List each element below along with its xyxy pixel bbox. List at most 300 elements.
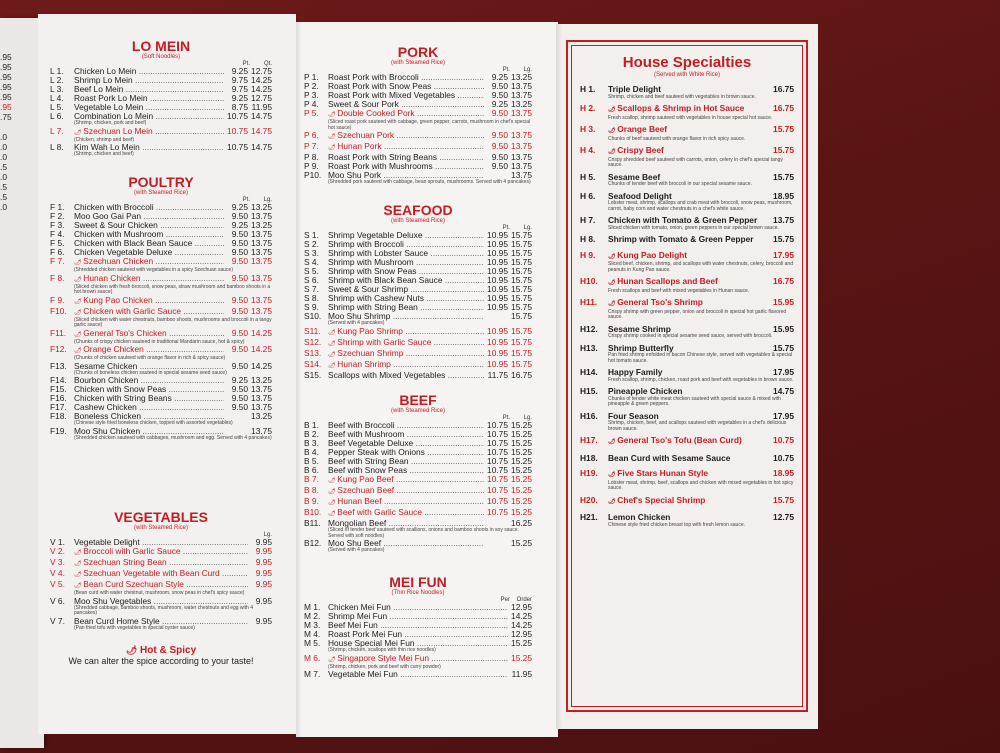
section-subtitle: (with Steamed Rice) bbox=[390, 218, 446, 224]
item-code: H16. bbox=[580, 410, 598, 421]
item-name: Shrimp with Mushroom ..... bbox=[328, 258, 484, 267]
menu-item bbox=[304, 603, 532, 612]
chili-pepper-icon: 🌶 bbox=[74, 561, 84, 567]
fold-shadow bbox=[556, 24, 562, 729]
item-code: V 1. bbox=[50, 537, 65, 547]
price-large: 13.75 bbox=[251, 256, 272, 266]
price-small: 10.75 bbox=[487, 447, 508, 457]
item-name: Beef Lo Mein ..... bbox=[74, 85, 224, 94]
item-name: Roast Pork with Mushrooms ..... bbox=[328, 162, 484, 171]
price: 12.75 bbox=[773, 512, 794, 522]
edge-price: .5 bbox=[0, 192, 7, 202]
price-small: 9.25 bbox=[231, 220, 248, 230]
item-name: Sweet & Sour Shrimp ..... bbox=[328, 285, 484, 294]
item-code: F10. bbox=[50, 305, 67, 316]
chili-pepper-icon: 🌶 bbox=[608, 107, 618, 113]
chili-pepper-icon: 🌶 bbox=[328, 362, 338, 369]
item-name: Vegetable Lo Mein ..... bbox=[74, 103, 224, 112]
menu-item bbox=[50, 345, 272, 356]
item-code: V 4. bbox=[50, 568, 65, 578]
section-subtitle: (with Steamed Rice) bbox=[390, 408, 446, 414]
item-name: Happy Family bbox=[608, 368, 663, 377]
menu-item bbox=[304, 109, 532, 120]
edge-price: .95 bbox=[0, 102, 12, 112]
item-name: 🌶 Five Stars Hunan Style bbox=[608, 469, 709, 478]
chili-pepper-icon: 🌶 bbox=[328, 500, 338, 506]
item-name: Mongolian Beef ..... bbox=[328, 519, 484, 528]
section-title: LO MEIN bbox=[131, 38, 191, 54]
menu-item bbox=[304, 639, 532, 648]
price-large: 13.25 bbox=[251, 411, 272, 421]
item-name: Moo Shu Vegetables ..... bbox=[74, 597, 248, 606]
price-small: 9.50 bbox=[231, 272, 248, 283]
item-name: Pineapple Chicken bbox=[608, 387, 683, 396]
menu-item bbox=[50, 547, 272, 558]
item-code: P10. bbox=[304, 170, 322, 180]
item-description: (Chunks of chicken sauteed with orange flavor in rich & spicy sauce) bbox=[74, 355, 226, 361]
item-name: 🌶 Kung Pao Beef ..... bbox=[328, 475, 484, 486]
item-description: Crispy shrimp with green pepper, onion and broccoli in special hot garlic flavored sauce. bbox=[608, 308, 787, 320]
item-name: Vegetable Mei Fun ..... bbox=[328, 670, 508, 679]
menu-item bbox=[304, 162, 532, 171]
item-name: Chicken with Snow Peas ..... bbox=[74, 385, 224, 394]
item-name: Cashew Chicken ..... bbox=[74, 403, 224, 412]
item-list bbox=[304, 421, 532, 554]
item-name: Scallops with Mixed Vegetables ..... bbox=[328, 371, 484, 380]
menu-item bbox=[50, 329, 272, 340]
item-code: M 1. bbox=[304, 602, 321, 612]
item-code: P 3. bbox=[304, 90, 319, 100]
item-code: H18. bbox=[580, 452, 598, 463]
menu-item bbox=[50, 412, 272, 421]
chili-pepper-icon: 🌶 bbox=[608, 498, 618, 505]
item-code: H14. bbox=[580, 367, 598, 377]
column-headers: Pt. Lg. bbox=[502, 415, 532, 421]
item-code: P 6. bbox=[304, 130, 319, 140]
item-code: P 2. bbox=[304, 81, 319, 91]
item-description: (Shrimp, chicken and beef) bbox=[74, 151, 134, 157]
item-name: Shrimp with Black Bean Sauce ..... bbox=[328, 276, 484, 285]
fold-shadow bbox=[296, 22, 302, 737]
menu-item bbox=[304, 349, 532, 360]
item-name: 🌶 Szechuan String Bean ..... bbox=[74, 558, 248, 569]
edge-price: .5 bbox=[0, 182, 7, 192]
pork-section bbox=[304, 44, 532, 186]
price-large: 15.75 bbox=[511, 358, 532, 369]
chili-pepper-icon: 🌶 bbox=[328, 134, 338, 140]
item-name: 🌶 Orange Beef bbox=[608, 125, 668, 134]
price-small: 9.50 bbox=[231, 360, 248, 371]
menu-item bbox=[304, 360, 532, 371]
price-large: 15.75 bbox=[511, 293, 532, 303]
item-code: S12. bbox=[304, 336, 322, 347]
item-code: B10. bbox=[304, 507, 322, 517]
price: 15.75 bbox=[773, 494, 794, 505]
item-name: Chicken Lo Mein ..... bbox=[74, 67, 224, 76]
item-list bbox=[50, 538, 272, 631]
price-small: 10.95 bbox=[487, 275, 508, 285]
item-name: Shrimp with Lobster Sauce ..... bbox=[328, 249, 484, 258]
price-small: 9.50 bbox=[231, 256, 248, 266]
item-name: Chicken with Tomato & Green Pepper bbox=[608, 216, 758, 225]
item-code: F14. bbox=[50, 375, 67, 385]
price-large: 14.75 bbox=[251, 142, 272, 152]
item-code: H10. bbox=[580, 276, 598, 286]
price-large: 15.75 bbox=[511, 347, 532, 358]
item-name: Sesame Shrimp bbox=[608, 324, 671, 334]
price-large: 13.75 bbox=[511, 90, 532, 100]
item-code: H 5. bbox=[580, 171, 596, 182]
menu-item bbox=[304, 171, 532, 180]
beef-section bbox=[304, 392, 532, 554]
item-code: F19. bbox=[50, 425, 67, 436]
column-headers: Lg. bbox=[263, 532, 272, 538]
item-code: P 8. bbox=[304, 152, 319, 162]
price-small: 10.75 bbox=[487, 474, 508, 484]
price-large: 13.75 bbox=[251, 294, 272, 305]
hot-label: Hot & Spicy bbox=[140, 645, 197, 656]
price: 15.95 bbox=[773, 323, 794, 334]
item-name: Bean Curd Home Style ..... bbox=[74, 617, 248, 626]
chili-pepper-icon: 🌶 bbox=[328, 145, 338, 151]
item-description: Lobster meat, shrimp, beef, scallops and chicken with mixed vegetables in hot spicy sauce. bbox=[608, 479, 794, 491]
item-description: (Shredded chicken sauteed with cabbages, mushroom and egg. Served with 4 pancakes) bbox=[74, 434, 272, 441]
item-code: H 3. bbox=[580, 124, 596, 134]
item-code: P 1. bbox=[304, 72, 319, 82]
item-description: Pan fried shrimp enfolded in bacon Chinese style, served with vegetables & special hot tomato sauce. bbox=[608, 352, 792, 364]
item-description: Fresh scallop, shrimp sauteed with vegetables in house special hot sauce. bbox=[608, 114, 773, 121]
chili-pepper-icon: 🌶 bbox=[608, 301, 618, 307]
item-name: Chicken Mei Fun ..... bbox=[328, 603, 508, 612]
column-headers: Pt. Lg. bbox=[502, 225, 532, 231]
price: 12.95 bbox=[511, 602, 532, 612]
price-small: 8.75 bbox=[231, 102, 248, 112]
chili-pepper-icon: 🌶 bbox=[74, 348, 84, 354]
price-large: 15.25 bbox=[511, 538, 532, 548]
section-title: House Specialties bbox=[622, 54, 752, 71]
price-small: 9.50 bbox=[491, 161, 508, 171]
price-large: 16.25 bbox=[511, 518, 532, 528]
section-subtitle: (with Steamed Rice) bbox=[133, 190, 189, 196]
item-name: Vegetable Delight ..... bbox=[74, 538, 248, 547]
item-list bbox=[304, 73, 532, 186]
price-large: 13.25 bbox=[511, 99, 532, 109]
item-code: L 8. bbox=[50, 142, 64, 152]
price-small: 10.75 bbox=[487, 496, 508, 506]
item-code: F 4. bbox=[50, 229, 65, 239]
price-small: 9.25 bbox=[491, 99, 508, 109]
menu-item bbox=[50, 307, 272, 318]
item-code: M 4. bbox=[304, 629, 321, 639]
section-subtitle: (Thin Rice Noodles) bbox=[391, 590, 445, 596]
item-description: (Shrimp, chicken, scallops with thin rice noodles) bbox=[328, 647, 436, 653]
item-description: (Shredded pork sauteed with cabbage, bean sprouts, mushrooms. Served with 4 pancakes) bbox=[328, 179, 531, 185]
item-name: Kim Wah Lo Mein ..... bbox=[74, 143, 224, 152]
price-large: 15.25 bbox=[511, 474, 532, 484]
price-large: 15.25 bbox=[511, 456, 532, 466]
menu-item bbox=[50, 569, 272, 580]
item-code: V 2. bbox=[50, 546, 65, 556]
poultry-section bbox=[50, 174, 272, 441]
item-code: S 4. bbox=[304, 257, 319, 267]
item-name: Beef Vegetable Deluxe ..... bbox=[328, 439, 484, 448]
item-name: 🌶 Szechuan Lo Mein ..... bbox=[74, 127, 224, 138]
price-large: 13.75 bbox=[251, 238, 272, 248]
item-name: 🌶 Double Cooked Pork ..... bbox=[328, 109, 484, 120]
price: 18.95 bbox=[773, 190, 794, 201]
menu-panel-right bbox=[556, 24, 818, 729]
edge-price: .95 bbox=[0, 72, 12, 82]
chili-pepper-icon: 🌶 bbox=[74, 129, 84, 136]
item-name: Boneless Chicken ..... bbox=[74, 412, 224, 421]
item-code: S 9. bbox=[304, 302, 319, 312]
item-description: (Shredded chicken sauteed with vegetables in a spicy Szechuan sauce) bbox=[74, 267, 233, 273]
item-name: 🌶 Kung Pao Chicken ..... bbox=[74, 296, 224, 307]
chili-pepper-icon: 🌶 bbox=[328, 329, 338, 336]
item-name: 🌶 Shrimp with Garlic Sauce ..... bbox=[328, 338, 484, 349]
price-large: 15.75 bbox=[511, 239, 532, 249]
item-name: Beef Mei Fun ..... bbox=[328, 621, 508, 630]
item-code: F16. bbox=[50, 393, 67, 403]
price-large: 12.75 bbox=[251, 93, 272, 103]
price-small: 9.50 bbox=[231, 294, 248, 305]
price-small: 10.95 bbox=[487, 347, 508, 358]
price-small: 10.95 bbox=[487, 358, 508, 369]
item-code: S13. bbox=[304, 347, 322, 358]
chili-pepper-icon: 🌶 bbox=[608, 280, 618, 286]
item-code: L 5. bbox=[50, 102, 64, 112]
item-description: (Sliced chicken with fresh broccoli, snow peas, straw mushroom and bamboo shoots in a hot brown sauce) bbox=[74, 283, 271, 295]
item-code: F13. bbox=[50, 360, 67, 371]
price-large: 13.25 bbox=[251, 202, 272, 212]
item-name: Roast Pork with Mixed Vegetables ..... bbox=[328, 91, 484, 100]
item-code: P 7. bbox=[304, 141, 319, 151]
edge-price: .0 bbox=[0, 132, 7, 142]
item-code: F12. bbox=[50, 344, 67, 354]
item-name: 🌶 Szechuan Chicken ..... bbox=[74, 257, 224, 268]
lo-mein-section bbox=[50, 38, 272, 158]
chili-pepper-icon: 🌶 bbox=[74, 550, 84, 556]
item-code: F 2. bbox=[50, 211, 65, 221]
item-name: Roast Pork with String Beans ..... bbox=[328, 153, 484, 162]
menu-item bbox=[304, 338, 532, 349]
item-code: V 5. bbox=[50, 579, 65, 589]
section-subtitle: (with Steamed Rice) bbox=[390, 60, 446, 66]
price-small: 10.75 bbox=[487, 456, 508, 466]
price-large: 13.75 bbox=[251, 211, 272, 221]
price-large: 15.75 bbox=[511, 284, 532, 294]
item-code: F 6. bbox=[50, 247, 65, 257]
item-code: B 8. bbox=[304, 485, 319, 495]
menu-item bbox=[580, 277, 794, 289]
price-large: 15.25 bbox=[511, 507, 532, 517]
item-name: 🌶 Broccoli with Garlic Sauce ..... bbox=[74, 547, 248, 558]
item-code: S11. bbox=[304, 325, 321, 336]
item-code: H13. bbox=[580, 342, 598, 353]
item-code: F 8. bbox=[50, 272, 65, 283]
price-small: 9.75 bbox=[231, 84, 248, 94]
item-name: Moo Shu Beef ..... bbox=[328, 539, 484, 548]
chili-pepper-icon: 🌶 bbox=[608, 472, 618, 478]
price-small: 10.75 bbox=[227, 125, 248, 136]
spice-note: We can alter the spice according to your taste! bbox=[68, 656, 254, 666]
price-small: 9.50 bbox=[491, 141, 508, 151]
item-description: (Chicken, shrimp and beef) bbox=[74, 136, 135, 143]
item-name: Chicken with Broccoli ..... bbox=[74, 203, 224, 212]
item-name: Shrimp Butterfly bbox=[608, 343, 674, 353]
price-small: 10.75 bbox=[487, 465, 508, 475]
item-name: Lemon Chicken bbox=[608, 513, 671, 522]
chili-pepper-icon: 🌶 bbox=[125, 645, 138, 655]
price: 9.95 bbox=[255, 568, 272, 578]
edge-price: .95 bbox=[0, 62, 12, 72]
edge-price: .75 bbox=[0, 112, 12, 122]
item-list bbox=[580, 85, 794, 528]
menu-item bbox=[50, 427, 272, 436]
item-name: 🌶 Hunan Beef ..... bbox=[328, 497, 484, 508]
item-description: (Served with 4 pancakes) bbox=[328, 320, 385, 326]
section-subtitle: (Soft Noodles) bbox=[141, 54, 181, 60]
item-description: Sliced chicken with tomato, onion, green peppers in our special brown sauce. bbox=[608, 224, 779, 231]
edge-price: .95 bbox=[0, 52, 12, 62]
price: 15.75 bbox=[773, 234, 794, 244]
chili-pepper-icon: 🌶 bbox=[608, 439, 618, 445]
price-small: 9.50 bbox=[491, 130, 508, 140]
price: 15.25 bbox=[511, 652, 532, 663]
price-large: 14.25 bbox=[251, 84, 272, 94]
price-large: 15.75 bbox=[511, 325, 532, 336]
item-name: Chicken with Mushroom ..... bbox=[74, 230, 224, 239]
price-small: 10.95 bbox=[487, 325, 508, 336]
chili-pepper-icon: 🌶 bbox=[74, 583, 84, 589]
price: 16.75 bbox=[773, 103, 794, 113]
item-description: Fresh scallop, shrimp, chicken, roast pork and beef with vegetables in brown sauce. bbox=[608, 376, 794, 383]
item-list bbox=[304, 231, 532, 380]
item-name: 🌶 Hunan Chicken ..... bbox=[74, 274, 224, 285]
item-name: 🌶 General Tso's Shrimp bbox=[608, 298, 703, 307]
item-name: Moo Shu Chicken ..... bbox=[74, 427, 224, 436]
menu-item bbox=[50, 274, 272, 285]
item-description: Shrimp, chicken, beef, and scallops sauteed with vegetables in a chef's delicious brown sauce. bbox=[608, 420, 787, 432]
price: 15.25 bbox=[511, 638, 532, 648]
item-name: Sweet & Sour Pork ..... bbox=[328, 100, 484, 109]
item-description: Sliced beef, chicken, shrimp, and scallops with water chestnuts, celery, broccoli and peanuts in Kung Pao sauce. bbox=[608, 261, 793, 273]
item-name: Beef with Broccoli ..... bbox=[328, 421, 484, 430]
price-large: 13.75 bbox=[511, 81, 532, 91]
price-large: 13.75 bbox=[511, 152, 532, 162]
item-code: P 5. bbox=[304, 108, 319, 118]
item-code: H 6. bbox=[580, 190, 596, 201]
price: 11.95 bbox=[511, 669, 532, 679]
item-code: F11. bbox=[50, 327, 67, 338]
item-code: M 2. bbox=[304, 611, 321, 621]
menu-item bbox=[580, 436, 794, 448]
item-name: 🌶 Szechuan Pork ..... bbox=[328, 131, 484, 142]
item-list bbox=[50, 203, 272, 441]
price-large: 13.75 bbox=[251, 305, 272, 316]
item-name: Triple Delight bbox=[608, 85, 662, 94]
price-small bbox=[484, 519, 508, 528]
price: 15.75 bbox=[773, 171, 794, 182]
price: 9.95 bbox=[255, 615, 272, 626]
item-description: (Chunks of crispy chicken sauteed in traditional Mandarin sauce, hot & spicy) bbox=[74, 338, 245, 345]
section-title: SEAFOOD bbox=[383, 202, 453, 218]
item-code: F15. bbox=[50, 384, 67, 394]
price: 9.95 bbox=[255, 557, 272, 567]
item-name: Pepper Steak with Onions ..... bbox=[328, 448, 484, 457]
price-large: 12.75 bbox=[251, 66, 272, 76]
price-large: 14.75 bbox=[251, 111, 272, 121]
price: 15.75 bbox=[773, 342, 794, 353]
item-name: Shrimp with Snow Peas ..... bbox=[328, 267, 484, 276]
menu-item bbox=[304, 508, 532, 519]
section-title: PORK bbox=[397, 44, 439, 60]
price-large: 13.25 bbox=[251, 220, 272, 230]
price: 9.95 bbox=[255, 579, 272, 589]
price: 14.75 bbox=[773, 386, 794, 396]
item-code: B 6. bbox=[304, 465, 319, 475]
edge-price: .0 bbox=[0, 152, 7, 162]
price-small: 10.75 bbox=[487, 438, 508, 448]
price-small: 10.95 bbox=[487, 239, 508, 249]
edge-price-list bbox=[0, 52, 12, 212]
chili-pepper-icon: 🌶 bbox=[328, 112, 338, 118]
item-name: 🌶 Chicken with Garlic Sauce ..... bbox=[74, 307, 224, 318]
price-small: 10.75 bbox=[487, 507, 508, 517]
price-small bbox=[224, 427, 248, 436]
item-description: Crispy shrimp cooked in special sesame seed sauce, served with broccoli. bbox=[608, 333, 773, 339]
menu-item bbox=[50, 257, 272, 268]
menu-item bbox=[50, 127, 272, 138]
item-code: S 6. bbox=[304, 275, 319, 285]
item-name: Roast Pork Mei Fun ..... bbox=[328, 630, 508, 639]
item-code: H12. bbox=[580, 323, 598, 334]
price-large: 13.75 bbox=[251, 229, 272, 239]
price-large: 15.25 bbox=[511, 465, 532, 475]
price-large: 13.25 bbox=[511, 72, 532, 82]
item-code: H 2. bbox=[580, 103, 596, 113]
item-name: 🌶 Kung Pao Delight bbox=[608, 250, 688, 260]
menu-item bbox=[304, 654, 532, 665]
item-code: B12. bbox=[304, 538, 322, 548]
item-name: 🌶 Szechuan Shrimp ..... bbox=[328, 349, 484, 360]
chili-pepper-icon: 🌶 bbox=[328, 340, 338, 347]
item-name: Chicken Vegetable Deluxe ..... bbox=[74, 248, 224, 257]
item-code: V 6. bbox=[50, 595, 65, 606]
price: 9.95 bbox=[255, 537, 272, 547]
item-name: 🌶 Scallops & Shrimp in Hot Sauce bbox=[608, 104, 745, 113]
price: 10.75 bbox=[773, 452, 794, 463]
price-small: 9.50 bbox=[231, 344, 248, 354]
section-title: VEGETABLES bbox=[114, 509, 208, 525]
item-name: 🌶 Szechuan Vegetable with Bean Curd ..... bbox=[74, 569, 248, 580]
menu-item bbox=[50, 558, 272, 569]
chili-pepper-icon: 🌶 bbox=[74, 298, 84, 305]
item-name: 🌶 Orange Chicken ..... bbox=[74, 345, 224, 356]
item-code: S 8. bbox=[304, 293, 319, 303]
item-name: Shrimp Lo Mein ..... bbox=[74, 76, 224, 85]
chili-pepper-icon: 🌶 bbox=[608, 149, 618, 155]
price-large: 11.95 bbox=[251, 102, 272, 112]
price-small: 9.50 bbox=[491, 152, 508, 162]
item-name: 🌶 Hunan Shrimp ..... bbox=[328, 360, 484, 371]
price-small: 9.50 bbox=[491, 108, 508, 118]
item-description: (Chunks of boneless chicken sauteed in special sesame seed sauce) bbox=[74, 369, 227, 376]
item-code: F 7. bbox=[50, 256, 65, 266]
price-small bbox=[484, 312, 508, 321]
chili-pepper-icon: 🌶 bbox=[328, 489, 338, 495]
item-name: Bean Curd with Sesame Sauce bbox=[608, 453, 731, 463]
